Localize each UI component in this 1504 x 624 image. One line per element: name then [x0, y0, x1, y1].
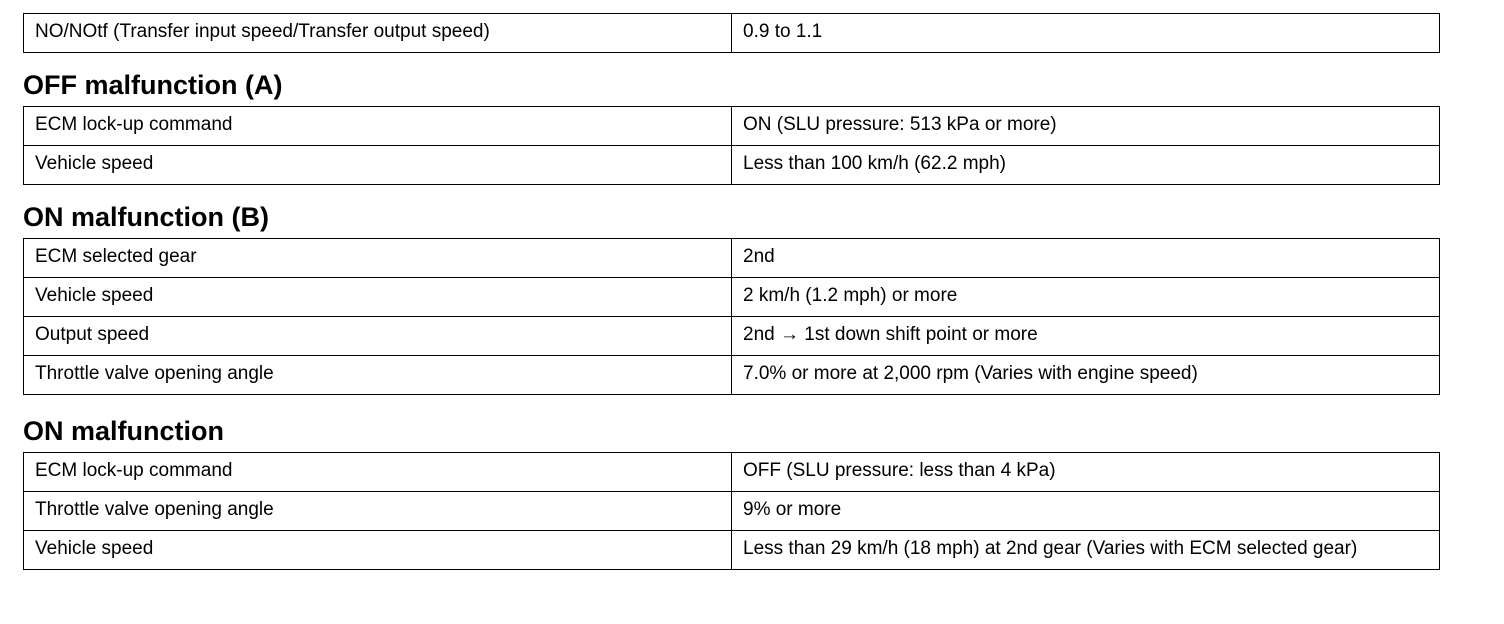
table-row	[24, 14, 1440, 53]
condition-item: NO/NOtf (Transfer input speed/Transfer output speed)	[24, 14, 732, 53]
condition-value: OFF (SLU pressure: less than 4 kPa)	[732, 453, 1440, 492]
condition-item: Vehicle speed	[24, 531, 732, 570]
section-title-on-malfunction-b: ON malfunction (B)	[23, 202, 269, 232]
transfer-speed-table	[23, 13, 1440, 53]
condition-item: Throttle valve opening angle	[24, 356, 732, 395]
table-row	[24, 453, 1440, 492]
condition-value: 0.9 to 1.1	[732, 14, 1440, 53]
condition-item: ECM lock-up command	[24, 453, 732, 492]
condition-item: Throttle valve opening angle	[24, 492, 732, 531]
table-row	[24, 146, 1440, 185]
table-row	[24, 239, 1440, 278]
condition-item: Output speed	[24, 317, 732, 356]
condition-value: 7.0% or more at 2,000 rpm (Varies with engine speed)	[732, 356, 1440, 395]
condition-item: ECM selected gear	[24, 239, 732, 278]
on-malfunction-b-table	[23, 238, 1440, 395]
off-malfunction-a-table	[23, 106, 1440, 185]
condition-value: 2 km/h (1.2 mph) or more	[732, 278, 1440, 317]
section-title-off-malfunction-a: OFF malfunction (A)	[23, 70, 283, 100]
document-page	[23, 13, 1440, 570]
condition-value: 9% or more	[732, 492, 1440, 531]
table-row	[24, 317, 1440, 356]
condition-value: Less than 29 km/h (18 mph) at 2nd gear (Varies with ECM selected gear)	[732, 531, 1440, 570]
table-row	[24, 492, 1440, 531]
condition-item: Vehicle speed	[24, 278, 732, 317]
table-row	[24, 531, 1440, 570]
condition-item: ECM lock-up command	[24, 107, 732, 146]
table-row	[24, 278, 1440, 317]
table-row	[24, 107, 1440, 146]
condition-item: Vehicle speed	[24, 146, 732, 185]
condition-value: ON (SLU pressure: 513 kPa or more)	[732, 107, 1440, 146]
on-malfunction-table	[23, 452, 1440, 570]
section-title-on-malfunction: ON malfunction	[23, 416, 224, 446]
table-row	[24, 356, 1440, 395]
condition-value: 2nd → 1st down shift point or more	[732, 317, 1440, 356]
condition-value: 2nd	[732, 239, 1440, 278]
condition-value: Less than 100 km/h (62.2 mph)	[732, 146, 1440, 185]
